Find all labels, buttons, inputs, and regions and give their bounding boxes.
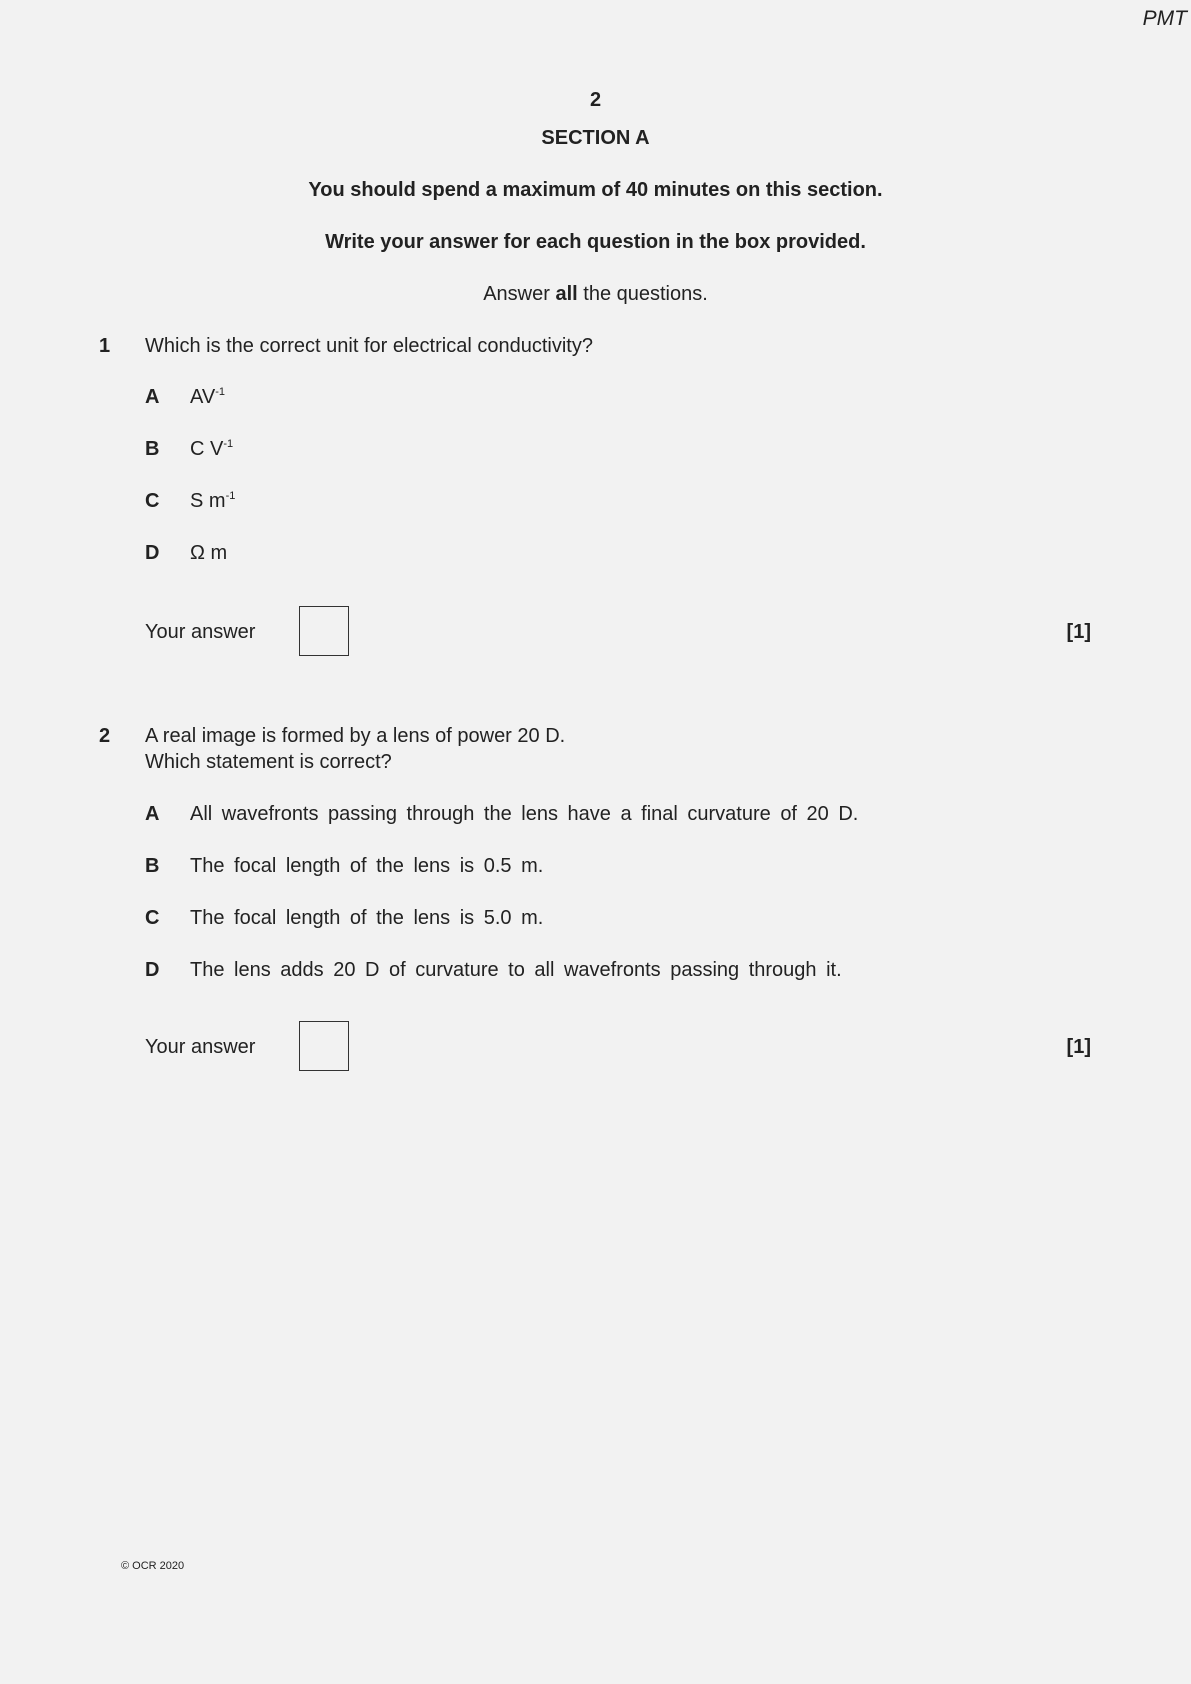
option-text: All wavefronts passing through the lens have a final curvature of 20 D. [190, 803, 859, 825]
option-letter: D [145, 542, 160, 564]
option-letter: D [145, 959, 160, 981]
option-text: The focal length of the lens is 5.0 m. [190, 907, 544, 929]
option-letter: C [145, 490, 160, 512]
question-text: Which is the correct unit for electrical conductivity? [145, 335, 593, 357]
answer-pre: Answer [483, 283, 556, 305]
option-text: The lens adds 20 D of curvature to all wavefronts passing through it. [190, 959, 842, 981]
write-instruction: Write your answer for each question in the box provided. [325, 231, 866, 253]
answer-label: Your answer [145, 1036, 256, 1058]
option-letter: A [145, 803, 160, 825]
question-text: Which statement is correct? [145, 751, 392, 773]
option-base: AV [190, 386, 216, 408]
question-number: 1 [99, 335, 111, 357]
option-sup: -1 [225, 490, 236, 502]
question-number: 2 [99, 725, 111, 747]
answer-post: the questions. [577, 283, 708, 305]
option-letter: C [145, 907, 160, 929]
option-letter: B [145, 438, 160, 460]
answer-bold: all [555, 283, 578, 305]
answer-box[interactable] [299, 606, 349, 656]
answer-instruction [0, 284, 1191, 304]
option-letter: B [145, 855, 160, 877]
option-letter: A [145, 386, 160, 408]
marks: [1] [1066, 1036, 1091, 1058]
marks: [1] [1066, 621, 1091, 643]
answer-label: Your answer [145, 621, 256, 643]
option-text: Ω m [190, 542, 228, 564]
option-base: S m [190, 490, 226, 512]
watermark: PMT [1142, 7, 1187, 30]
option-text: The focal length of the lens is 0.5 m. [190, 855, 544, 877]
question-text: A real image is formed by a lens of power 20 D. [145, 725, 566, 747]
option-text [190, 387, 225, 407]
page-number: 2 [589, 89, 602, 111]
option-base: C V [190, 438, 224, 460]
option-text [190, 439, 233, 459]
copyright: © OCR 2020 [121, 1560, 185, 1572]
option-sup: -1 [215, 386, 225, 398]
answer-box[interactable] [299, 1021, 349, 1071]
option-sup: -1 [223, 438, 234, 450]
option-text [190, 491, 235, 511]
time-instruction: You should spend a maximum of 40 minutes on this section. [308, 179, 883, 201]
section-title: SECTION A [541, 127, 650, 149]
